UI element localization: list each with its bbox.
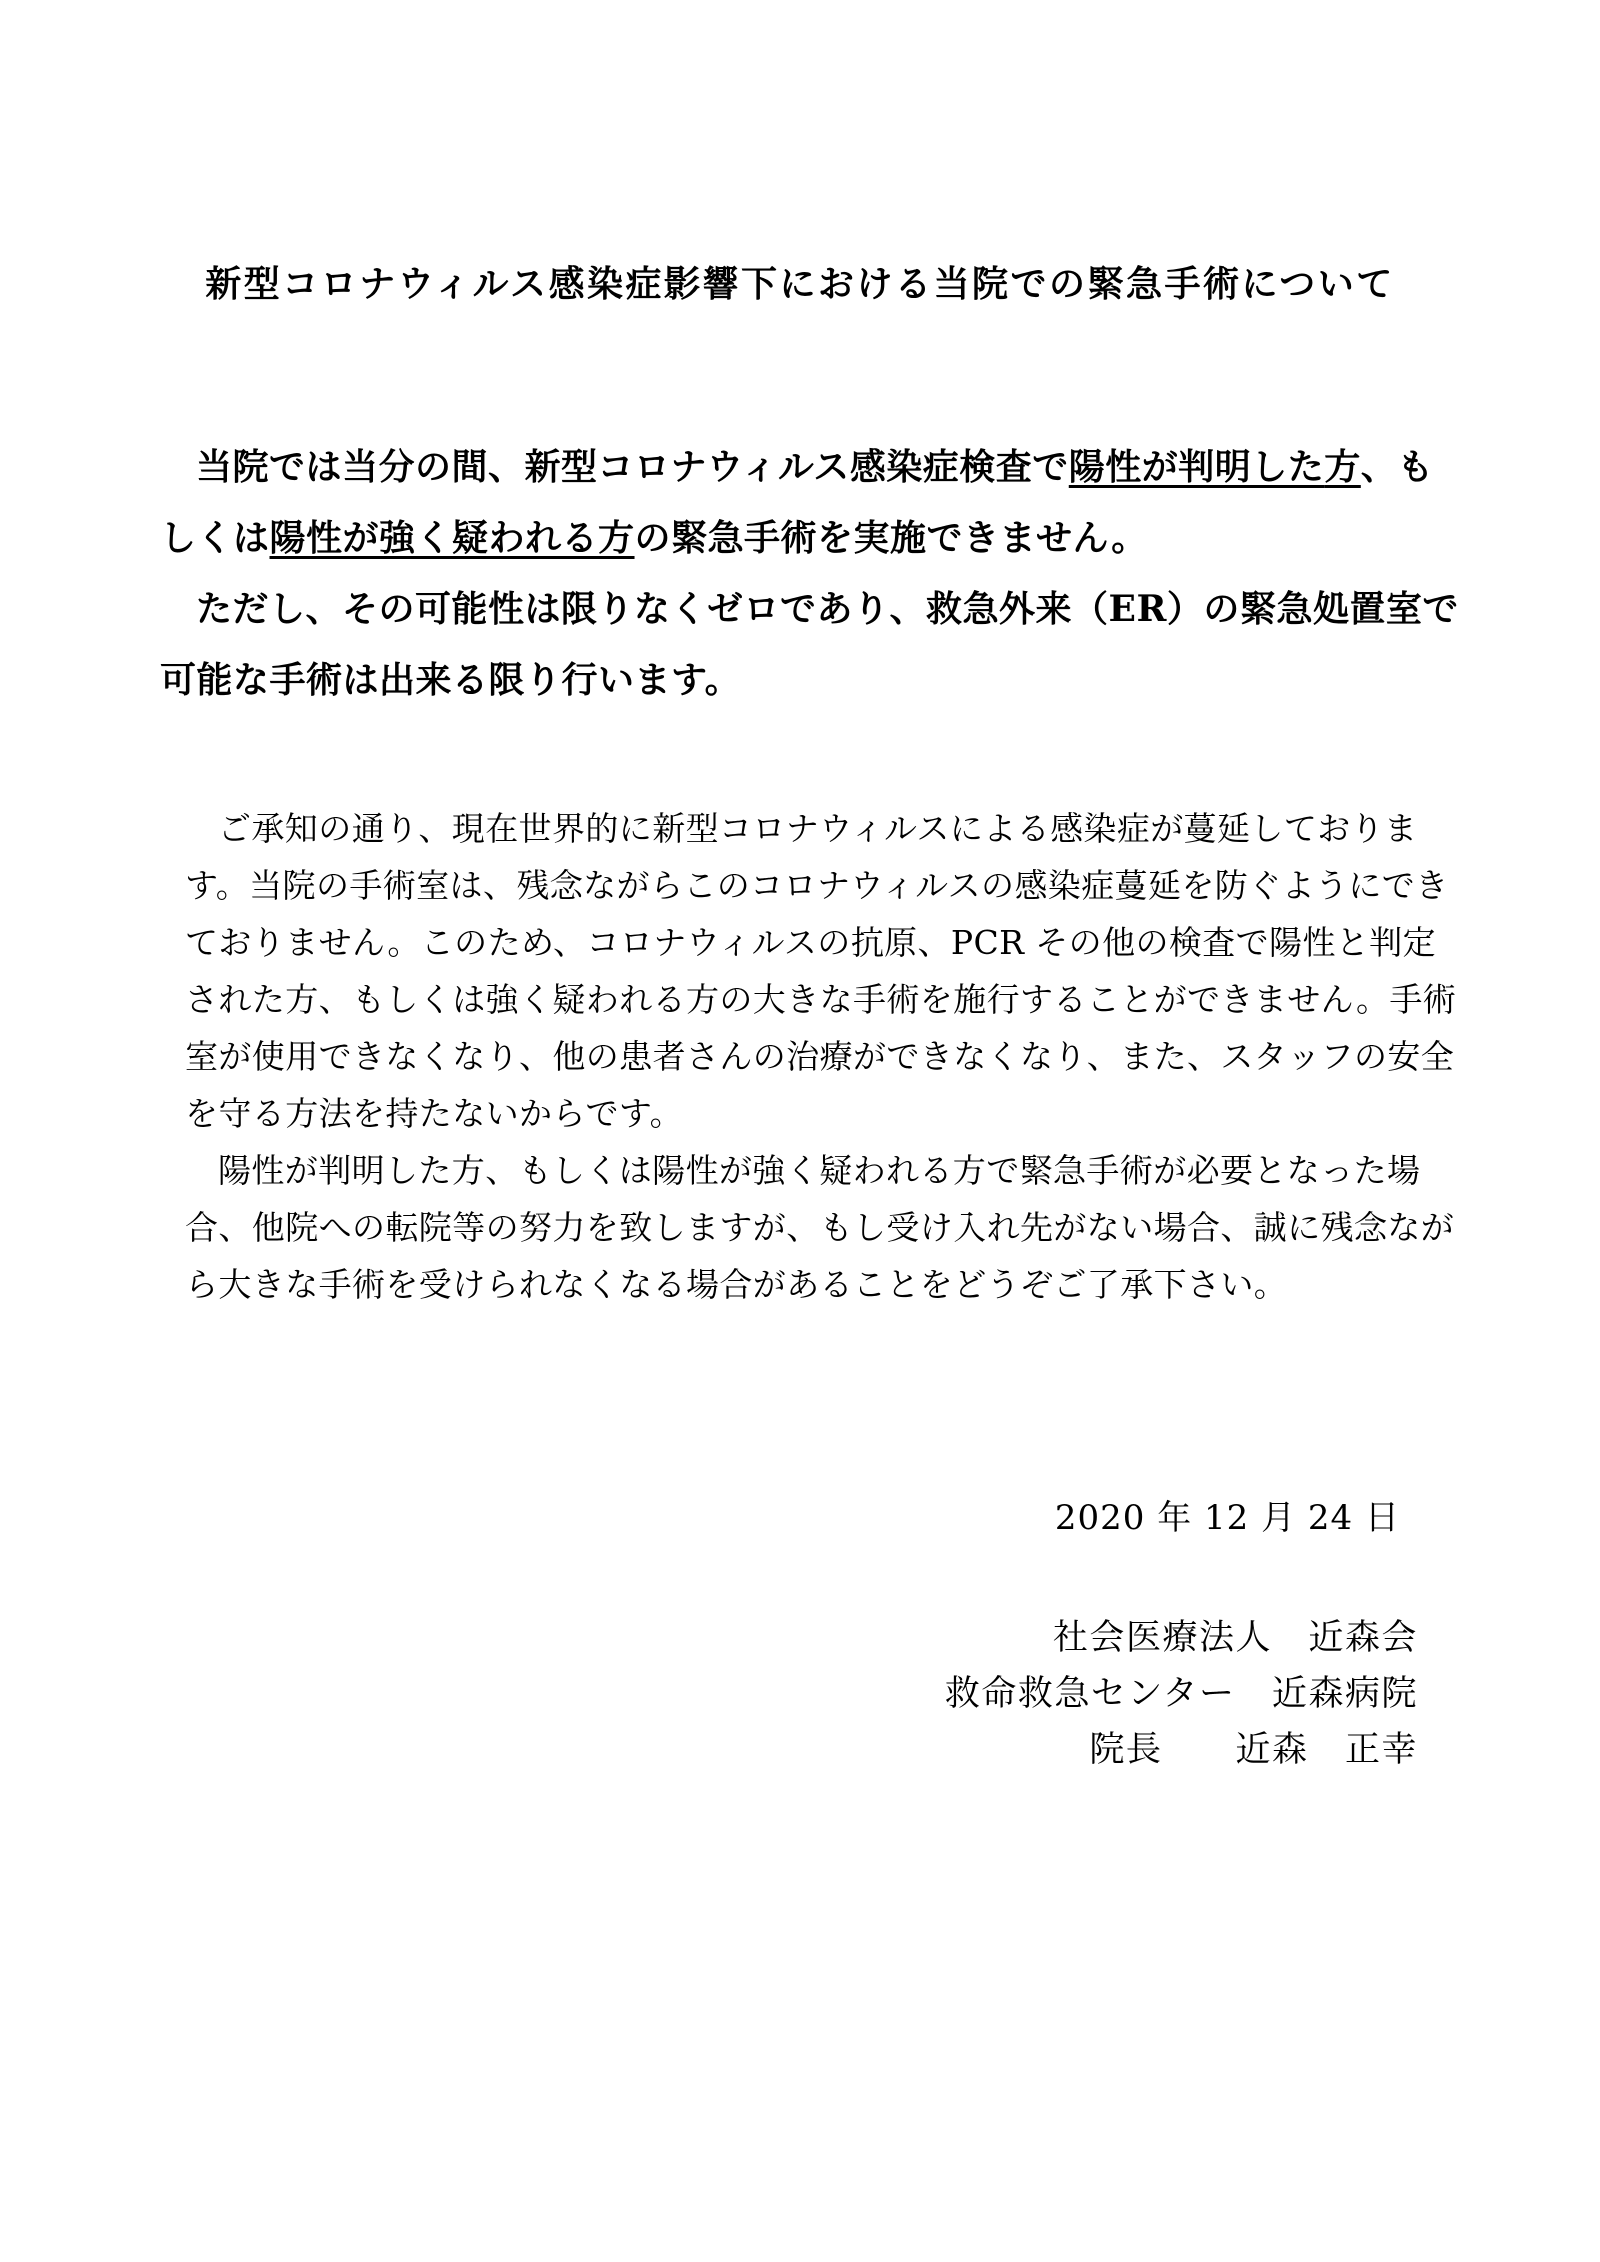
lead-segment-underlined-3: 陽性が強く疑われる方 — [269, 517, 635, 559]
lead-segment-underlined-1: 陽性が判明した — [1068, 446, 1325, 488]
lead-segment-plain-3: の緊急手術を実施できません。 — [634, 517, 1148, 559]
lead-segment-plain-1: 当院では当分の間、新型コロナウィルス感染症検査で — [196, 446, 1069, 488]
signature-organization: 社会医療法人 近森会 — [1052, 1618, 1418, 1658]
lead-segment-plain-2: 、もしくは — [160, 446, 1434, 559]
signature-director-name: 院長 近森 正幸 — [1089, 1730, 1418, 1770]
document-date: 2020 年 12 月 24 日 — [1054, 1498, 1400, 1538]
lead-paragraph-1 — [160, 432, 1460, 574]
signature-facility: 救命救急センター 近森病院 — [944, 1674, 1418, 1714]
lead-statement-block — [160, 432, 1460, 716]
body-text-block — [185, 800, 1460, 1313]
body-paragraph-1: ご承知の通り、現在世界的に新型コロナウィルスによる感染症が蔓延しております。当院の手術室は、残念ながらこのコロナウィルスの感染症蔓延を防ぐようにできておりません。このため、コロナウィルスの抗原、PCR その他の検査で陽性と判定された方、もしくは強く疑われる方の大きな手術を施行することができません。手術室が使用できなくなり、他の患者さんの治療ができなくなり、また、スタッフの安全を守る方法を持たないからです。 — [185, 809, 1457, 1133]
signature-block — [0, 1610, 1418, 1778]
lead-segment-underlined-2: 方 — [1324, 446, 1361, 488]
page-title: 新型コロナウィルス感染症影響下における当院での緊急手術について — [205, 263, 1395, 306]
lead-paragraph-2: ただし、その可能性は限りなくゼロであり、救急外来（ER）の緊急処置室で可能な手術は出来る限り行います。 — [160, 588, 1459, 701]
body-paragraph-2: 陽性が判明した方、もしくは陽性が強く疑われる方で緊急手術が必要となった場合、他院への転院等の努力を致しますが、もし受け入れ先がない場合、誠に残念ながら大きな手術を受けられなくなる場合があることをどうぞご了承下さい。 — [185, 1151, 1455, 1304]
